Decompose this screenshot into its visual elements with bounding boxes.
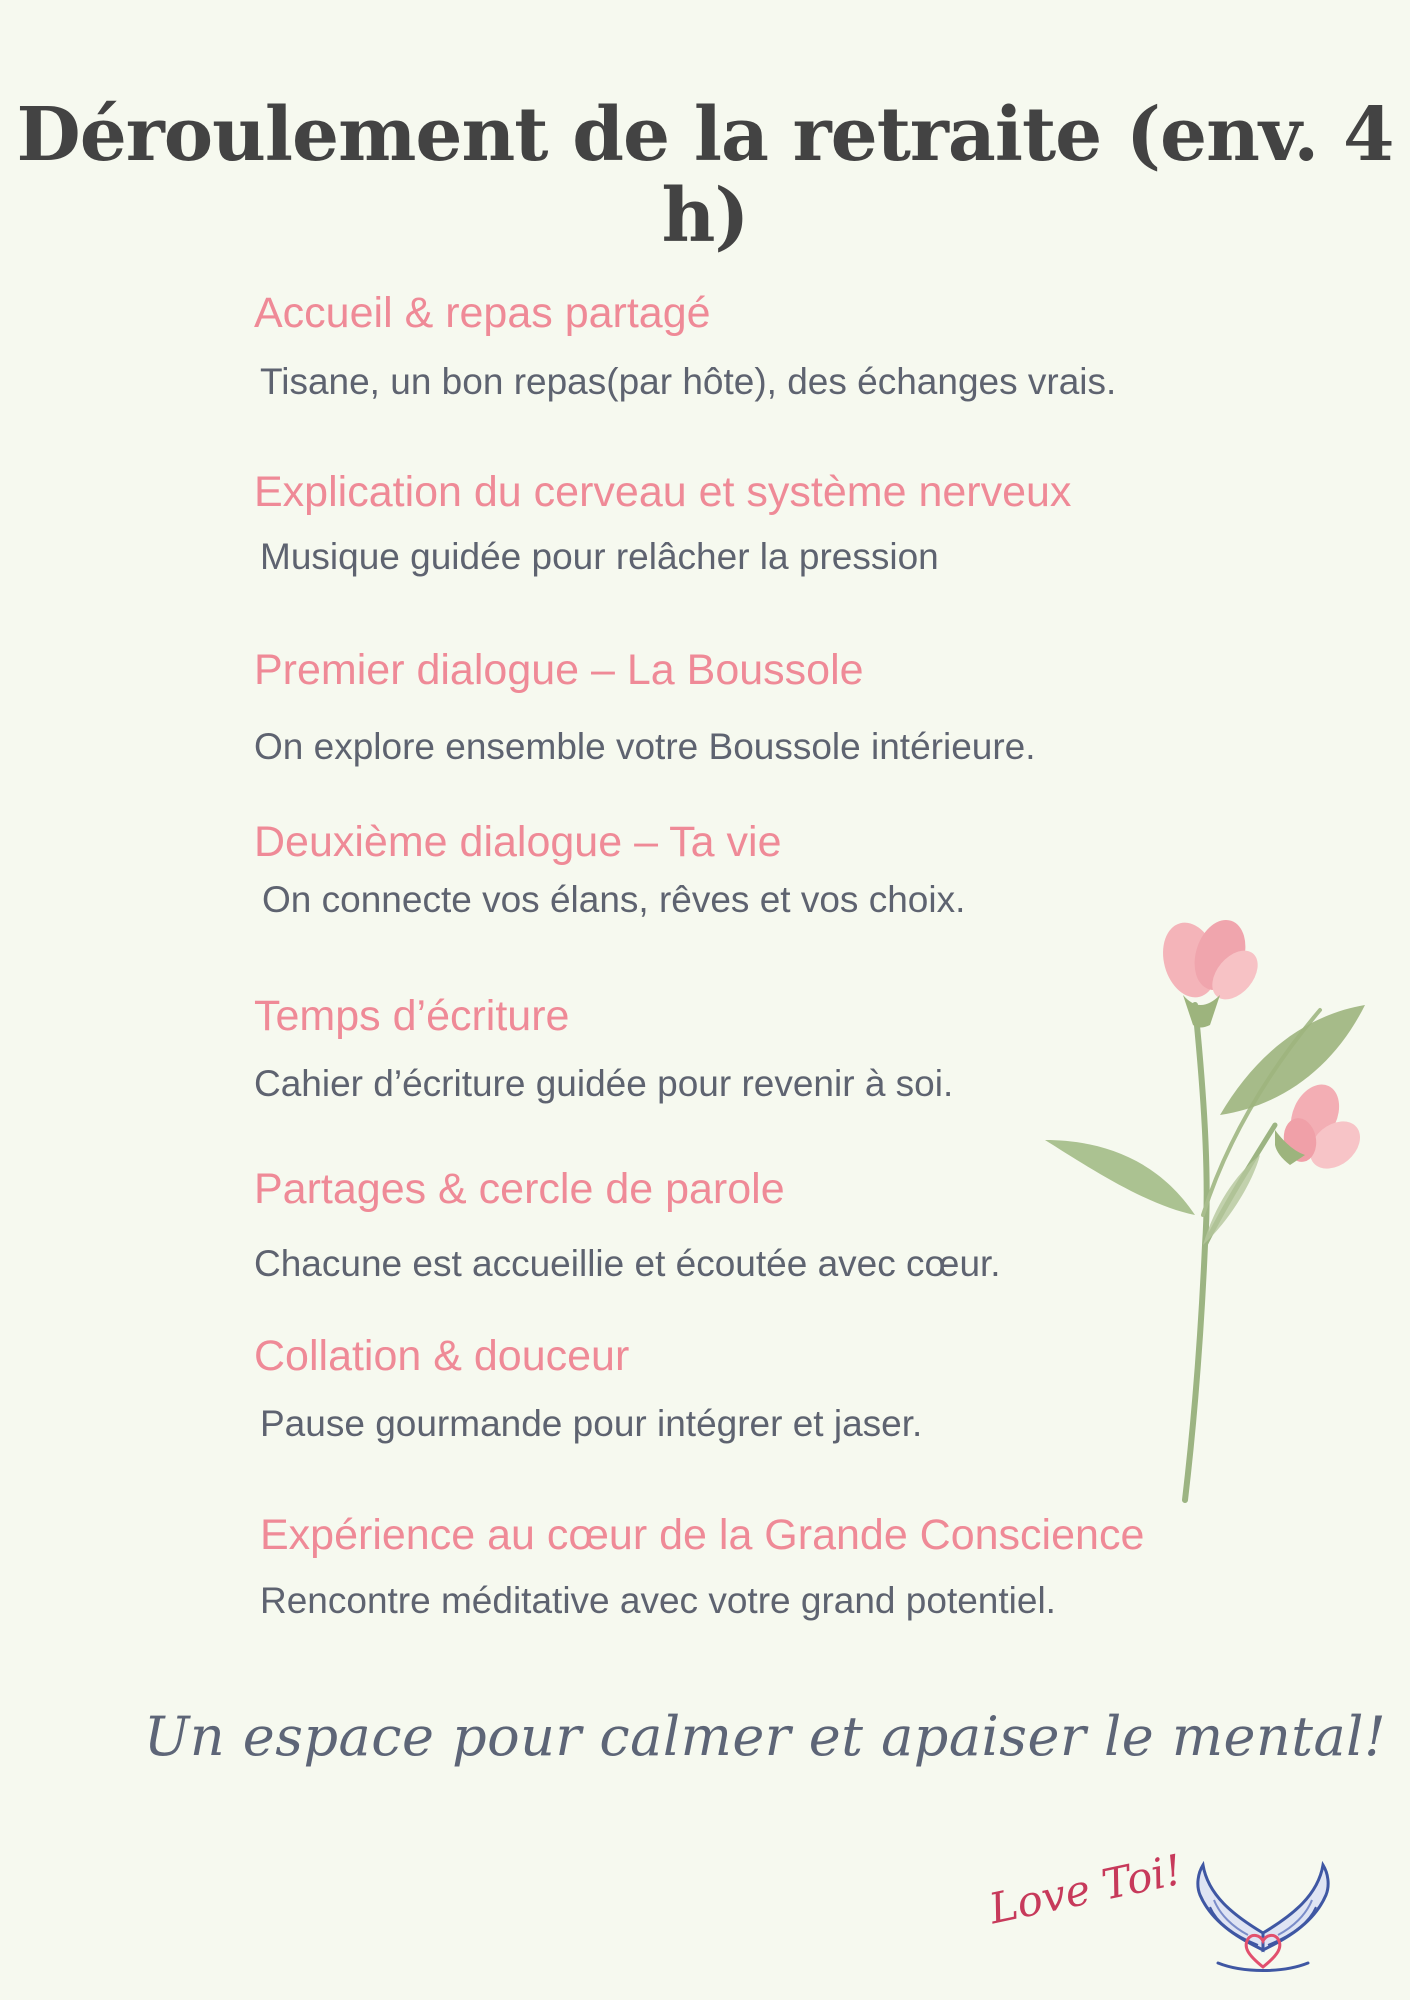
item-title-ecriture: Temps d’écriture bbox=[254, 992, 570, 1040]
winged-heart-logo-icon bbox=[1188, 1855, 1338, 1975]
item-desc-partages: Chacune est accueillie et écoutée avec cœur. bbox=[254, 1243, 1001, 1284]
item-title-experience: Expérience au cœur de la Grande Conscience bbox=[260, 1511, 1145, 1559]
item-title-accueil: Accueil & repas partagé bbox=[254, 289, 711, 337]
item-desc-experience: Rencontre méditative avec votre grand potentiel. bbox=[260, 1580, 1056, 1621]
item-title-premier-dialogue: Premier dialogue – La Boussole bbox=[254, 646, 864, 694]
item-title-partages: Partages & cercle de parole bbox=[254, 1165, 785, 1213]
item-title-collation: Collation & douceur bbox=[254, 1332, 630, 1380]
item-desc-deuxieme-dialogue: On connecte vos élans, rêves et vos choix. bbox=[262, 879, 966, 920]
item-desc-ecriture: Cahier d’écriture guidée pour revenir à soi. bbox=[254, 1063, 954, 1104]
pink-flower-icon bbox=[1035, 915, 1380, 1515]
tagline: Un espace pour calmer et apaiser le mental! bbox=[143, 1705, 1387, 1768]
item-desc-premier-dialogue: On explore ensemble votre Boussole intérieure. bbox=[254, 726, 1036, 767]
item-title-explication: Explication du cerveau et système nerveux bbox=[254, 468, 1072, 516]
page-title: Déroulement de la retraite (env. 4 h) bbox=[16, 92, 1394, 260]
item-desc-accueil: Tisane, un bon repas(par hôte), des échanges vrais. bbox=[260, 361, 1117, 402]
item-desc-collation: Pause gourmande pour intégrer et jaser. bbox=[260, 1403, 923, 1444]
item-title-deuxieme-dialogue: Deuxième dialogue – Ta vie bbox=[254, 818, 782, 866]
item-desc-explication: Musique guidée pour relâcher la pression bbox=[260, 536, 939, 577]
signature: Love Toi! bbox=[984, 1844, 1187, 1934]
